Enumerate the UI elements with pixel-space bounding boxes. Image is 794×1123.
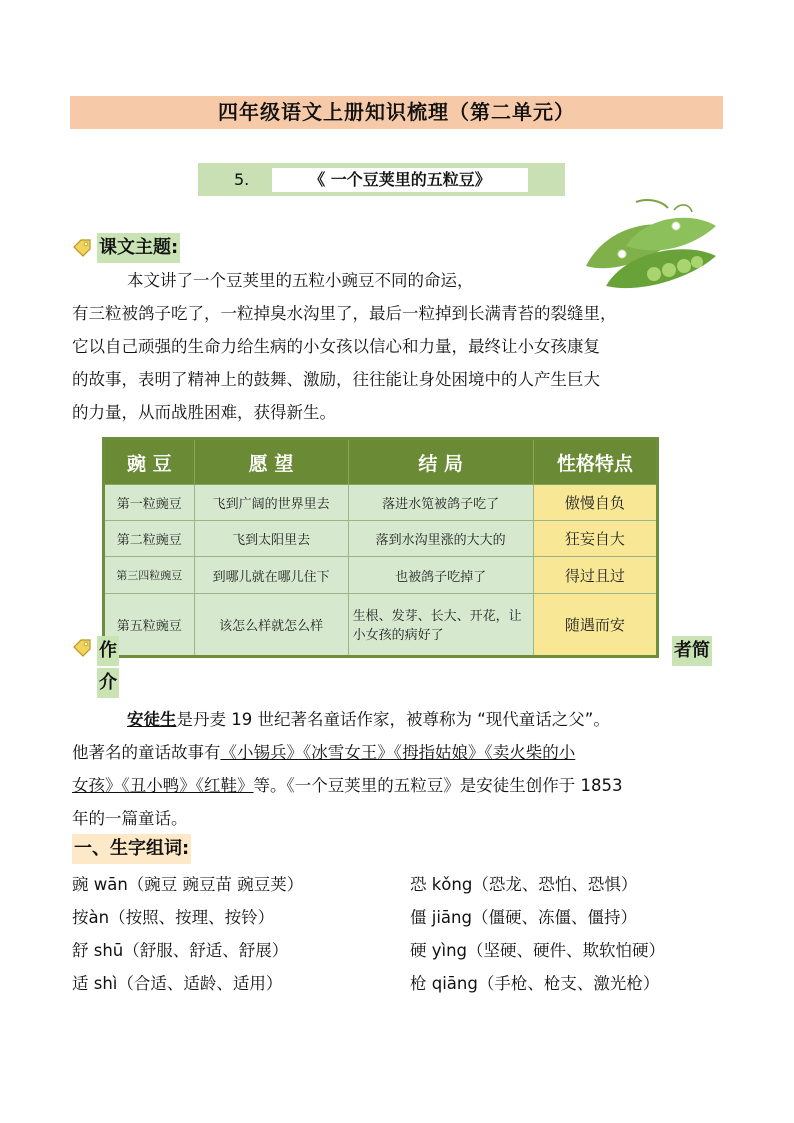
table-cell: 生根、发芽、长大、开花，让小女孩的病好了: [348, 593, 533, 656]
vocab-right-column: [410, 868, 740, 1000]
author-name: 安徒生: [127, 710, 177, 729]
table-cell: 第三四粒豌豆: [104, 557, 195, 593]
page-title: 四年级语文上册知识梳理（第二单元）: [70, 96, 723, 129]
vocab-item: 豌 wān（豌豆 豌豆苗 豌豆荚）: [72, 875, 304, 894]
table-cell: 第二粒豌豆: [104, 521, 195, 557]
vocab-item: 硬 yìng（坚硬、硬件、欺软怕硬）: [410, 941, 666, 960]
author-works: 女孩》《丑小鸭》《红鞋》: [72, 776, 254, 795]
table-header: 结 局: [348, 439, 533, 485]
vocab-item: 恐 kǒng（恐龙、恐怕、恐惧）: [410, 875, 638, 894]
author-paragraph: [72, 703, 737, 835]
vocab-item: 僵 jiāng（僵硬、冻僵、僵持）: [410, 908, 637, 927]
table-cell: 第一粒豌豆: [104, 485, 195, 521]
lesson-title: 《 一个豆荚里的五粒豆》: [272, 168, 528, 192]
author-works: 《小锡兵》《冰雪女王》《拇指姑娘》《卖火柴的小: [220, 743, 576, 762]
theme-line: 它以自己顽强的生命力给生病的小女孩以信心和力量，最终让小女孩康复: [72, 337, 600, 356]
table-row: [104, 557, 658, 593]
table-cell: 到哪儿就在哪儿住下: [194, 557, 348, 593]
vocab-item: 枪 qiāng（手枪、枪支、激光枪）: [410, 974, 660, 993]
table-cell: 也被鸽子吃掉了: [348, 557, 533, 593]
theme-line: 有三粒被鸽子吃了，一粒掉臭水沟里了，最后一粒掉到长满青苔的裂缝里，: [72, 304, 617, 323]
table-cell: 第五粒豌豆: [104, 593, 195, 656]
tag-icon: [72, 238, 92, 258]
author-heading-part: 介: [97, 668, 119, 698]
theme-line: 本文讲了一个豆荚里的五粒小豌豆不同的命运，: [127, 271, 474, 290]
theme-paragraph: [72, 264, 732, 429]
table-row: [104, 593, 658, 656]
table-row: [104, 521, 658, 557]
vocab-left-column: [72, 868, 402, 1000]
lesson-bar: [198, 163, 565, 196]
author-text: 等。《一个豆荚里的五粒豆》是安徒生创作于 1853: [253, 776, 623, 795]
theme-line: 的力量，从而战胜困难，获得新生。: [72, 403, 336, 422]
table-cell: 落到水沟里涨的大大的: [348, 521, 533, 557]
pea-comparison-table: [102, 437, 659, 658]
table-cell: 飞到广阔的世界里去: [194, 485, 348, 521]
table-header: 豌 豆: [104, 439, 195, 485]
table-cell: 该怎么样就怎么样: [194, 593, 348, 656]
table-cell: 随遇而安: [533, 593, 657, 656]
table-cell: 飞到太阳里去: [194, 521, 348, 557]
theme-line: 的故事，表明了精神上的鼓舞、激励，往往能让身处困境中的人产生巨大: [72, 370, 600, 389]
vocab-item: 适 shì（合适、适龄、适用）: [72, 974, 283, 993]
author-text: 是丹麦 19 世纪著名童话作家，被尊称为 “现代童话之父”。: [176, 710, 610, 729]
author-heading-part: 作: [97, 636, 119, 666]
table-cell: 傲慢自负: [533, 485, 657, 521]
author-text: 他著名的童话故事有: [72, 743, 221, 762]
table-cell: 落进水笕被鸽子吃了: [348, 485, 533, 521]
theme-heading: 课文主题:: [97, 233, 180, 263]
table-header-row: [104, 439, 658, 485]
table-header: 性格特点: [533, 439, 657, 485]
table-cell: 得过且过: [533, 557, 657, 593]
vocab-item: 舒 shū（舒服、舒适、舒展）: [72, 941, 289, 960]
author-text: 年的一篇童话。: [72, 809, 188, 828]
table-cell: 狂妄自大: [533, 521, 657, 557]
author-heading-part: 者简: [672, 636, 712, 666]
vocab-item: 按àn（按照、按理、按铃）: [72, 908, 275, 927]
table-row: [104, 485, 658, 521]
table-header: 愿 望: [194, 439, 348, 485]
vocab-heading: 一、生字组词:: [72, 834, 191, 864]
lesson-number: 5.: [234, 170, 250, 189]
tag-icon: [72, 638, 92, 658]
